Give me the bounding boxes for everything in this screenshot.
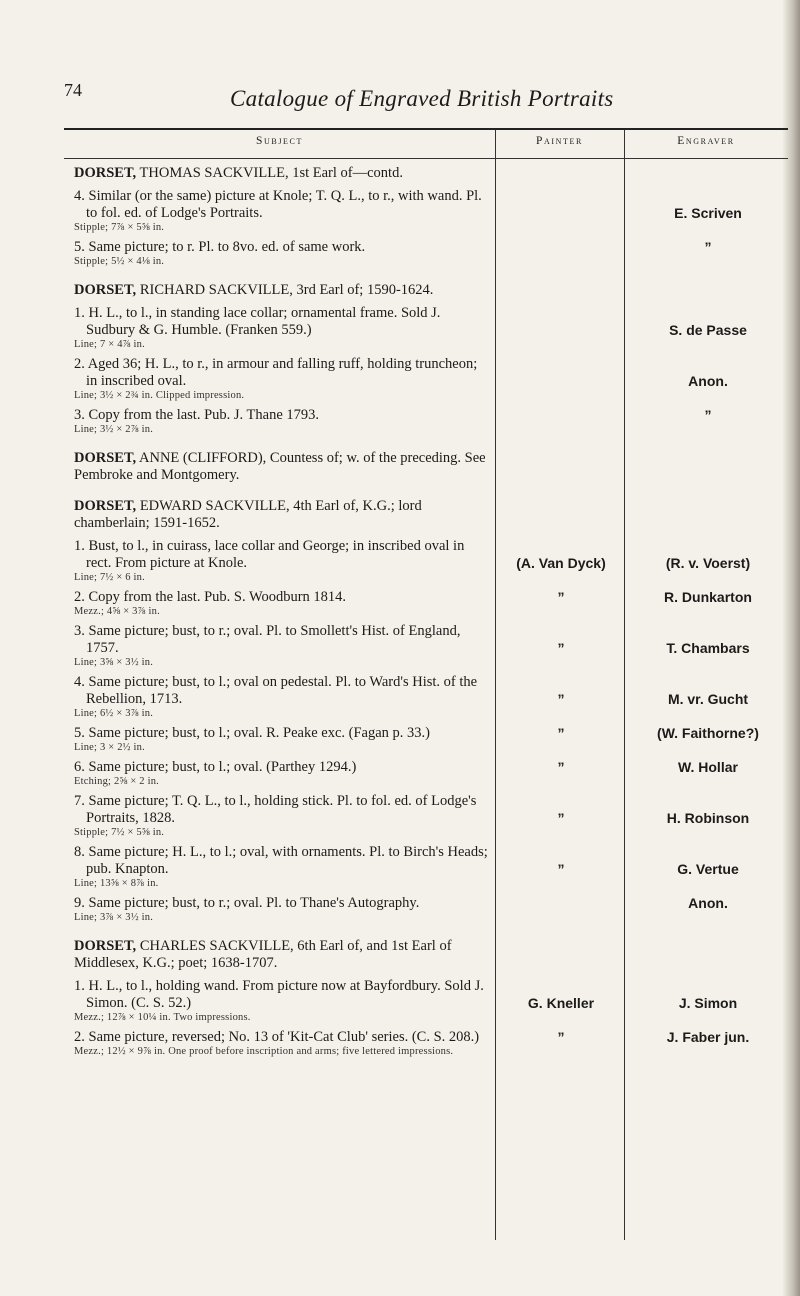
entry-technique-note: Line; 3½ × 2⅞ in. <box>74 424 154 435</box>
block-heading <box>74 282 492 299</box>
catalogue-entry <box>74 188 492 234</box>
entry-description: 2. Aged 36; H. L., to r., in armour and falling ruff, holding truncheon; in inscribed oval. <box>74 356 478 389</box>
engraver-name: S. de Passe <box>669 322 747 338</box>
entry-technique-note: Line; 3⅝ × 3½ in. <box>74 657 154 668</box>
header-rule <box>64 158 788 159</box>
block-title: THOMAS SACKVILLE, 1st Earl of—contd. <box>136 165 403 181</box>
entry-description: 8. Same picture; H. L., to l.; oval, with ornaments. Pl. to Birch's Heads; pub. Knapton. <box>74 844 488 877</box>
catalogue-entry <box>74 305 492 351</box>
entry-description: 3. Copy from the last. Pub. J. Thane 1793. <box>74 407 320 423</box>
entry-description: 5. Same picture; bust, to l.; oval. R. Peake exc. (Fagan p. 33.) <box>74 725 430 741</box>
engraver-name: (R. v. Voerst) <box>665 555 751 571</box>
engraver-name: J. Faber jun. <box>666 1029 750 1045</box>
catalogue-entry <box>74 725 492 754</box>
entry-description: 1. H. L., to l., holding wand. From picture now at Bayfordbury. Sold J. Simon. (C. S. 52.) <box>74 978 484 1011</box>
entry-technique-note: Line; 7 × 4⅞ in. <box>74 339 145 350</box>
block-surname: DORSET, <box>74 498 137 514</box>
entry-technique-note: Etching; 2⅝ × 2 in. <box>74 776 159 787</box>
block-heading <box>74 165 492 182</box>
painter-name: ” <box>557 810 565 826</box>
painter-name: ” <box>557 640 565 656</box>
column-header-painter: Painter <box>536 135 583 147</box>
page-edge-shadow <box>782 0 800 1296</box>
running-head: Catalogue of Engraved British Portraits <box>230 86 614 111</box>
catalogue-entry <box>74 793 492 839</box>
entry-description: 5. Same picture; to r. Pl. to 8vo. ed. of same work. <box>74 239 366 255</box>
engraver-name: J. Simon <box>678 995 738 1011</box>
engraver-name: W. Hollar <box>678 759 738 775</box>
painter-name: ” <box>557 691 565 707</box>
catalogue-entry <box>74 538 492 584</box>
block-surname: DORSET, <box>74 165 137 181</box>
catalogue-entry <box>74 674 492 720</box>
catalogue-entry <box>74 239 492 268</box>
engraver-name: T. Chambars <box>666 640 750 656</box>
block-title: RICHARD SACKVILLE, 3rd Earl of; 1590-1624. <box>136 282 434 298</box>
engraver-name: H. Robinson <box>666 810 750 826</box>
painter-name: ” <box>557 861 565 877</box>
painter-name: (A. Van Dyck) <box>516 555 606 571</box>
catalogue-body <box>74 165 492 1072</box>
catalogue-entry <box>74 978 492 1024</box>
catalogue-block <box>74 498 492 924</box>
column-header-engraver: Engraver <box>677 135 735 147</box>
block-surname: DORSET, <box>74 282 137 298</box>
entry-description: 7. Same picture; T. Q. L., to l., holding stick. Pl. to fol. ed. of Lodge's Portraits, 1828. <box>74 793 477 826</box>
catalogue-entry <box>74 407 492 436</box>
entry-description: 3. Same picture; bust, to r.; oval. Pl. to Smollett's Hist. of England, 1757. <box>74 623 461 656</box>
catalogue-entry <box>74 623 492 669</box>
engraver-name: ” <box>704 407 712 423</box>
block-title: ANNE (CLIFFORD), Countess of; w. of the preceding. See Pembroke and Montgomery. <box>74 450 486 483</box>
engraver-name: G. Vertue <box>677 861 739 877</box>
page-number: 74 <box>64 80 82 100</box>
entry-description: 9. Same picture; bust, to r.; oval. Pl. to Thane's Autography. <box>74 895 420 911</box>
entry-technique-note: Mezz.; 12½ × 9⅞ in. One proof before inscription and arms; five lettered impressions. <box>74 1046 454 1057</box>
catalogue-block <box>74 450 492 484</box>
catalogue-entry <box>74 844 492 890</box>
entry-technique-note: Line; 3½ × 2¾ in. Clipped impression. <box>74 390 245 401</box>
engraver-name: Anon. <box>688 373 728 389</box>
painter-name: G. Kneller <box>527 995 595 1011</box>
entry-technique-note: Mezz.; 4⅝ × 3⅞ in. <box>74 606 160 617</box>
block-surname: DORSET, <box>74 450 137 466</box>
entry-technique-note: Stipple; 7⅞ × 5⅝ in. <box>74 222 165 233</box>
entry-technique-note: Mezz.; 12⅞ × 10¼ in. Two impressions. <box>74 1012 251 1023</box>
block-surname: DORSET, <box>74 938 137 954</box>
entry-description: 1. Bust, to l., in cuirass, lace collar and George; in inscribed oval in rect. From picture at Knole. <box>74 538 465 571</box>
painter-name: ” <box>557 725 565 741</box>
catalogue-block <box>74 938 492 1058</box>
catalogue-entry <box>74 895 492 924</box>
block-title: EDWARD SACKVILLE, 4th Earl of, K.G.; lord chamberlain; 1591-1652. <box>74 498 422 531</box>
entry-technique-note: Stipple; 5½ × 4⅛ in. <box>74 256 165 267</box>
painter-name: ” <box>557 589 565 605</box>
column-divider-1 <box>495 130 496 1240</box>
entry-technique-note: Line; 3⅞ × 3½ in. <box>74 912 154 923</box>
entry-description: 6. Same picture; bust, to l.; oval. (Parthey 1294.) <box>74 759 357 775</box>
entry-technique-note: Line; 13⅝ × 8⅞ in. <box>74 878 159 889</box>
entry-description: 1. H. L., to l., in standing lace collar; ornamental frame. Sold J. Sudbury & G. Humble. (Franken 559.) <box>74 305 441 338</box>
entry-description: 2. Copy from the last. Pub. S. Woodburn 1814. <box>74 589 347 605</box>
catalogue-entry <box>74 356 492 402</box>
top-rule <box>64 128 788 130</box>
entry-description: 4. Same picture; bust, to l.; oval on pedestal. Pl. to Ward's Hist. of the Rebellion, 1713. <box>74 674 478 707</box>
engraver-name: R. Dunkarton <box>664 589 752 605</box>
column-header-subject: Subject <box>256 135 303 147</box>
column-divider-2 <box>624 130 625 1240</box>
block-heading <box>74 498 492 532</box>
catalogue-entry <box>74 759 492 788</box>
catalogue-entry <box>74 1029 492 1058</box>
entry-description: 4. Similar (or the same) picture at Knole; T. Q. L., to r., with wand. Pl. to fol. ed. of Lodge's Portraits. <box>74 188 482 221</box>
block-heading <box>74 938 492 972</box>
entry-technique-note: Line; 7½ × 6 in. <box>74 572 145 583</box>
engraver-name: (W. Faithorne?) <box>657 725 759 741</box>
painter-name: ” <box>557 1029 565 1045</box>
engraver-name: M. vr. Gucht <box>667 691 749 707</box>
entry-description: 2. Same picture, reversed; No. 13 of 'Kit-Cat Club' series. (C. S. 208.) <box>74 1029 480 1045</box>
engraver-name: ” <box>704 239 712 255</box>
catalogue-block <box>74 165 492 268</box>
catalogue-block <box>74 282 492 436</box>
engraver-name: E. Scriven <box>674 205 742 221</box>
block-heading <box>74 450 492 484</box>
catalogue-entry <box>74 589 492 618</box>
entry-technique-note: Stipple; 7½ × 5⅝ in. <box>74 827 165 838</box>
engraver-name: Anon. <box>688 895 728 911</box>
entry-technique-note: Line; 3 × 2½ in. <box>74 742 145 753</box>
painter-name: ” <box>557 759 565 775</box>
block-title: CHARLES SACKVILLE, 6th Earl of, and 1st Earl of Middlesex, K.G.; poet; 1638-1707. <box>74 938 452 971</box>
entry-technique-note: Line; 6½ × 3⅞ in. <box>74 708 154 719</box>
